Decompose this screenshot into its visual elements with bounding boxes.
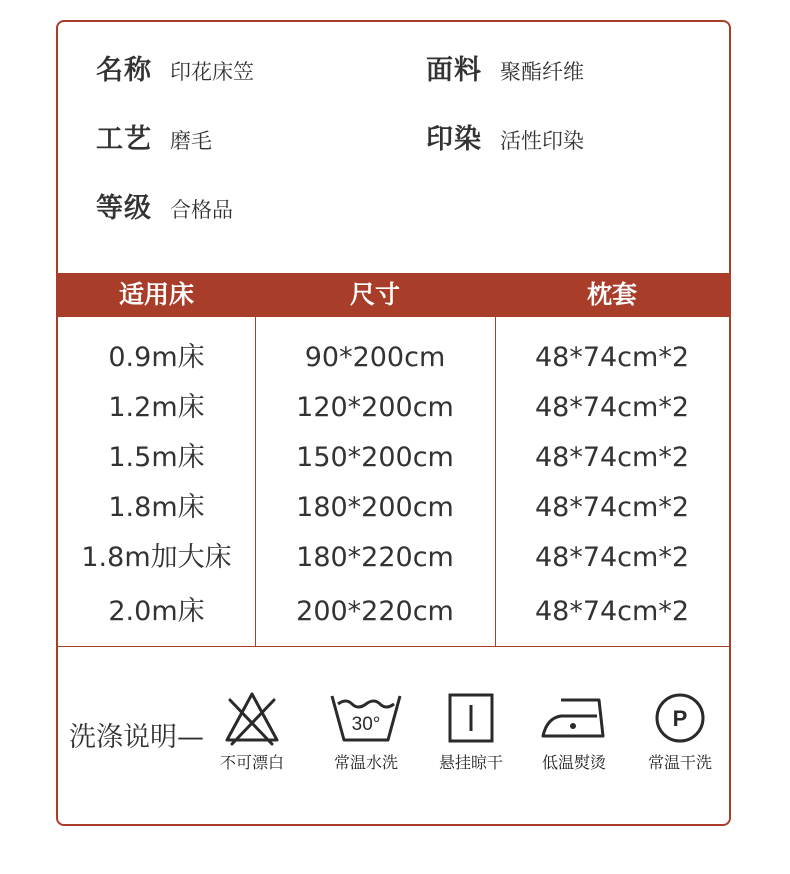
table-cell-bed: 1.8m加大床	[81, 542, 232, 573]
wash-item-dry-clean	[625, 690, 735, 773]
table-cell-size: 90*200cm	[304, 342, 446, 373]
attr-value: 合格品	[170, 198, 233, 222]
hang-dry-icon	[443, 690, 499, 746]
attr-name	[96, 48, 254, 87]
header-bed: 适用床	[118, 280, 194, 309]
dry-clean-icon	[652, 690, 708, 746]
attr-value: 磨毛	[170, 129, 212, 153]
table-cell-pillow: 48*74cm*2	[534, 596, 690, 627]
table-cell-size: 180*220cm	[296, 542, 454, 573]
table-cell-bed: 1.8m床	[108, 492, 205, 523]
table-cell-size: 150*200cm	[296, 442, 454, 473]
attr-value: 活性印染	[500, 129, 584, 153]
attr-craft	[96, 117, 212, 156]
attr-dyeing	[426, 117, 584, 156]
wash-label: 常温干洗	[647, 753, 712, 772]
no-bleach-icon	[222, 690, 282, 746]
header-size: 尺寸	[349, 280, 400, 309]
table-cell-bed: 2.0m床	[108, 596, 205, 627]
table-cell-size: 200*220cm	[296, 596, 454, 627]
table-cell-pillow: 48*74cm*2	[534, 342, 690, 373]
attr-key: 名称	[96, 55, 152, 86]
wash-item-no-bleach	[197, 690, 307, 773]
wash-30-icon	[328, 690, 404, 746]
table-cell-pillow: 48*74cm*2	[534, 542, 690, 573]
product-info-card	[56, 20, 731, 826]
wash-label: 常温水洗	[333, 753, 398, 772]
table-cell-bed: 1.5m床	[108, 442, 205, 473]
attr-value: 印花床笠	[170, 60, 254, 84]
table-cell-pillow: 48*74cm*2	[534, 492, 690, 523]
size-table-header	[58, 273, 729, 317]
wash-label: 低温熨烫	[541, 753, 606, 772]
low-iron-icon	[539, 690, 609, 746]
wash-instructions-title: 洗涤说明—	[69, 722, 204, 753]
table-cell-size: 120*200cm	[296, 392, 454, 423]
wash-item-wash-30	[311, 690, 421, 773]
attr-key: 等级	[96, 193, 152, 224]
table-cell-bed: 0.9m床	[108, 342, 205, 373]
wash-temp-label: 30°	[351, 714, 381, 735]
table-bottom-divider	[58, 646, 729, 647]
header-pillowcase: 枕套	[586, 280, 637, 309]
table-cell-size: 180*200cm	[296, 492, 454, 523]
wash-label: 不可漂白	[219, 753, 284, 772]
attr-key: 面料	[426, 55, 482, 86]
dry-clean-letter: P	[672, 706, 688, 731]
table-cell-pillow: 48*74cm*2	[534, 442, 690, 473]
attr-key: 工艺	[96, 124, 152, 155]
wash-item-low-iron	[519, 690, 629, 773]
table-cell-bed: 1.2m床	[108, 392, 205, 423]
attr-key: 印染	[426, 124, 482, 155]
wash-label: 悬挂晾干	[438, 753, 503, 772]
wash-item-hang-dry	[416, 690, 526, 773]
table-cell-pillow: 48*74cm*2	[534, 392, 690, 423]
attr-fabric	[426, 48, 584, 87]
attr-value: 聚酯纤维	[500, 60, 584, 84]
attr-grade	[96, 186, 233, 225]
